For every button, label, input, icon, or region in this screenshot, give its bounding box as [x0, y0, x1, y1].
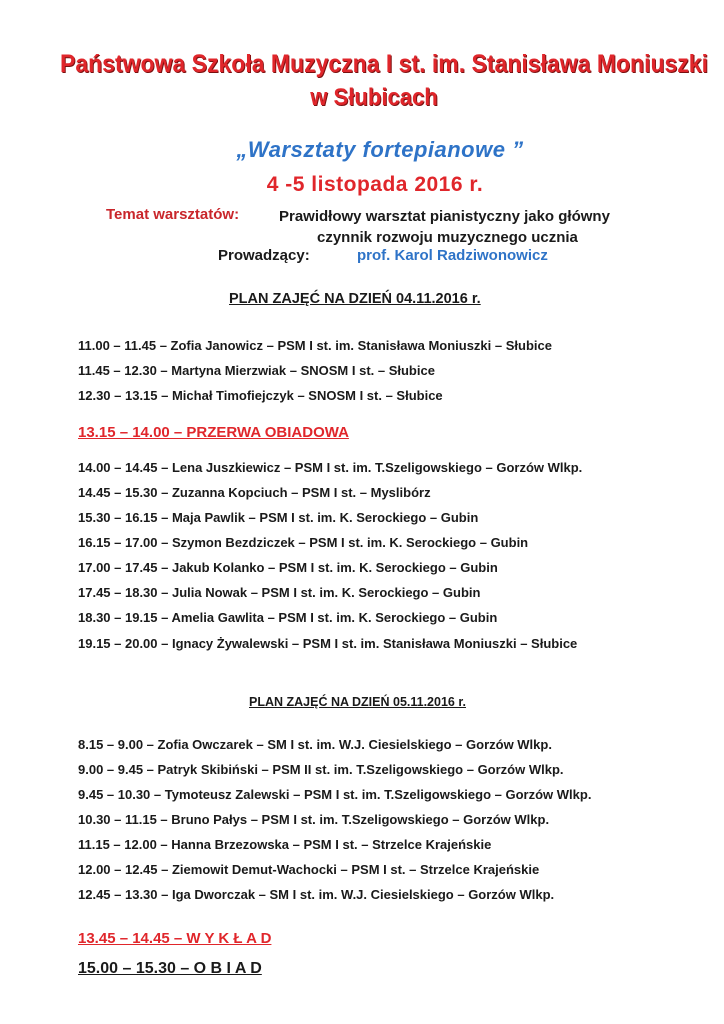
- schedule-row: 17.00 – 17.45 – Jakub Kolanko – PSM I st. im. K. Serockiego – Gubin: [78, 560, 498, 575]
- schedule-row: 16.15 – 17.00 – Szymon Bezdziczek – PSM I st. im. K. Serockiego – Gubin: [78, 535, 529, 550]
- schedule-row: 12.45 – 13.30 – Iga Dworczak – SM I st. im. W.J. Ciesielskiego – Gorzów Wlkp.: [78, 887, 555, 902]
- schedule-row: 11.15 – 12.00 – Hanna Brzezowska – PSM I st. – Strzelce Krajeńskie: [78, 837, 492, 852]
- day2-heading: PLAN ZAJĘĆ NA DZIEŃ 05.11.2016 r.: [249, 695, 466, 709]
- schedule-row: 11.45 – 12.30 – Martyna Mierzwiak – SNOSM I st. – Słubice: [78, 363, 435, 378]
- workshop-title: „Warsztaty fortepianowe ”: [236, 137, 524, 162]
- lead-label: Prowadzący:: [218, 247, 310, 264]
- schedule-row: 17.45 – 18.30 – Julia Nowak – PSM I st. im. K. Serockiego – Gubin: [78, 585, 481, 600]
- schedule-row: 14.45 – 15.30 – Zuzanna Kopciuch – PSM I st. – Myslibórz: [78, 485, 431, 500]
- school-name-line1: Państwowa Szkoła Muzyczna I st. im. Stanisława Moniuszki: [59, 50, 708, 78]
- schedule-row: 12.30 – 13.15 – Michał Timofiejczyk – SNOSM I st. – Słubice: [78, 388, 443, 403]
- workshop-date: 4 -5 listopada 2016 r.: [266, 173, 484, 196]
- schedule-row: 11.00 – 11.45 – Zofia Janowicz – PSM I st. im. Stanisława Moniuszki – Słubice: [78, 338, 552, 353]
- topic-line1: Prawidłowy warsztat pianistyczny jako główny: [279, 208, 610, 225]
- schedule-row: 9.45 – 10.30 – Tymoteusz Zalewski – PSM I st. im. T.Szeligowskiego – Gorzów Wlkp.: [78, 787, 592, 802]
- topic-text: [279, 206, 610, 248]
- lunch-break: 13.15 – 14.00 – PRZERWA OBIADOWA: [78, 424, 349, 441]
- schedule-row: 8.15 – 9.00 – Zofia Owczarek – SM I st. im. W.J. Ciesielskiego – Gorzów Wlkp.: [78, 737, 552, 752]
- lead-name: prof. Karol Radziwonowicz: [357, 247, 548, 264]
- lunch-slot: 15.00 – 15.30 – O B I A D: [78, 960, 262, 977]
- schedule-row: 9.00 – 9.45 – Patryk Skibiński – PSM II st. im. T.Szeligowskiego – Gorzów Wlkp.: [78, 762, 564, 777]
- lecture-slot: 13.45 – 14.45 – W Y K Ł A D: [78, 930, 272, 947]
- schedule-row: 19.15 – 20.00 – Ignacy Żywalewski – PSM I st. im. Stanisława Moniuszki – Słubice: [78, 636, 578, 651]
- schedule-row: 15.30 – 16.15 – Maja Pawlik – PSM I st. im. K. Serockiego – Gubin: [78, 510, 479, 525]
- topic-label: Temat warsztatów:: [106, 206, 240, 223]
- schedule-row: 18.30 – 19.15 – Amelia Gawlita – PSM I st. im. K. Serockiego – Gubin: [78, 610, 498, 625]
- schedule-row: 12.00 – 12.45 – Ziemowit Demut-Wachocki – PSM I st. – Strzelce Krajeńskie: [78, 862, 540, 877]
- day1-heading: PLAN ZAJĘĆ NA DZIEŃ 04.11.2016 r.: [229, 291, 481, 307]
- topic-line2: czynnik rozwoju muzycznego ucznia: [317, 229, 578, 246]
- schedule-row: 14.00 – 14.45 – Lena Juszkiewicz – PSM I st. im. T.Szeligowskiego – Gorzów Wlkp.: [78, 460, 583, 475]
- school-name-line2: w Słubicach: [310, 84, 438, 111]
- schedule-row: 10.30 – 11.15 – Bruno Pałys – PSM I st. im. T.Szeligowskiego – Gorzów Wlkp.: [78, 812, 550, 827]
